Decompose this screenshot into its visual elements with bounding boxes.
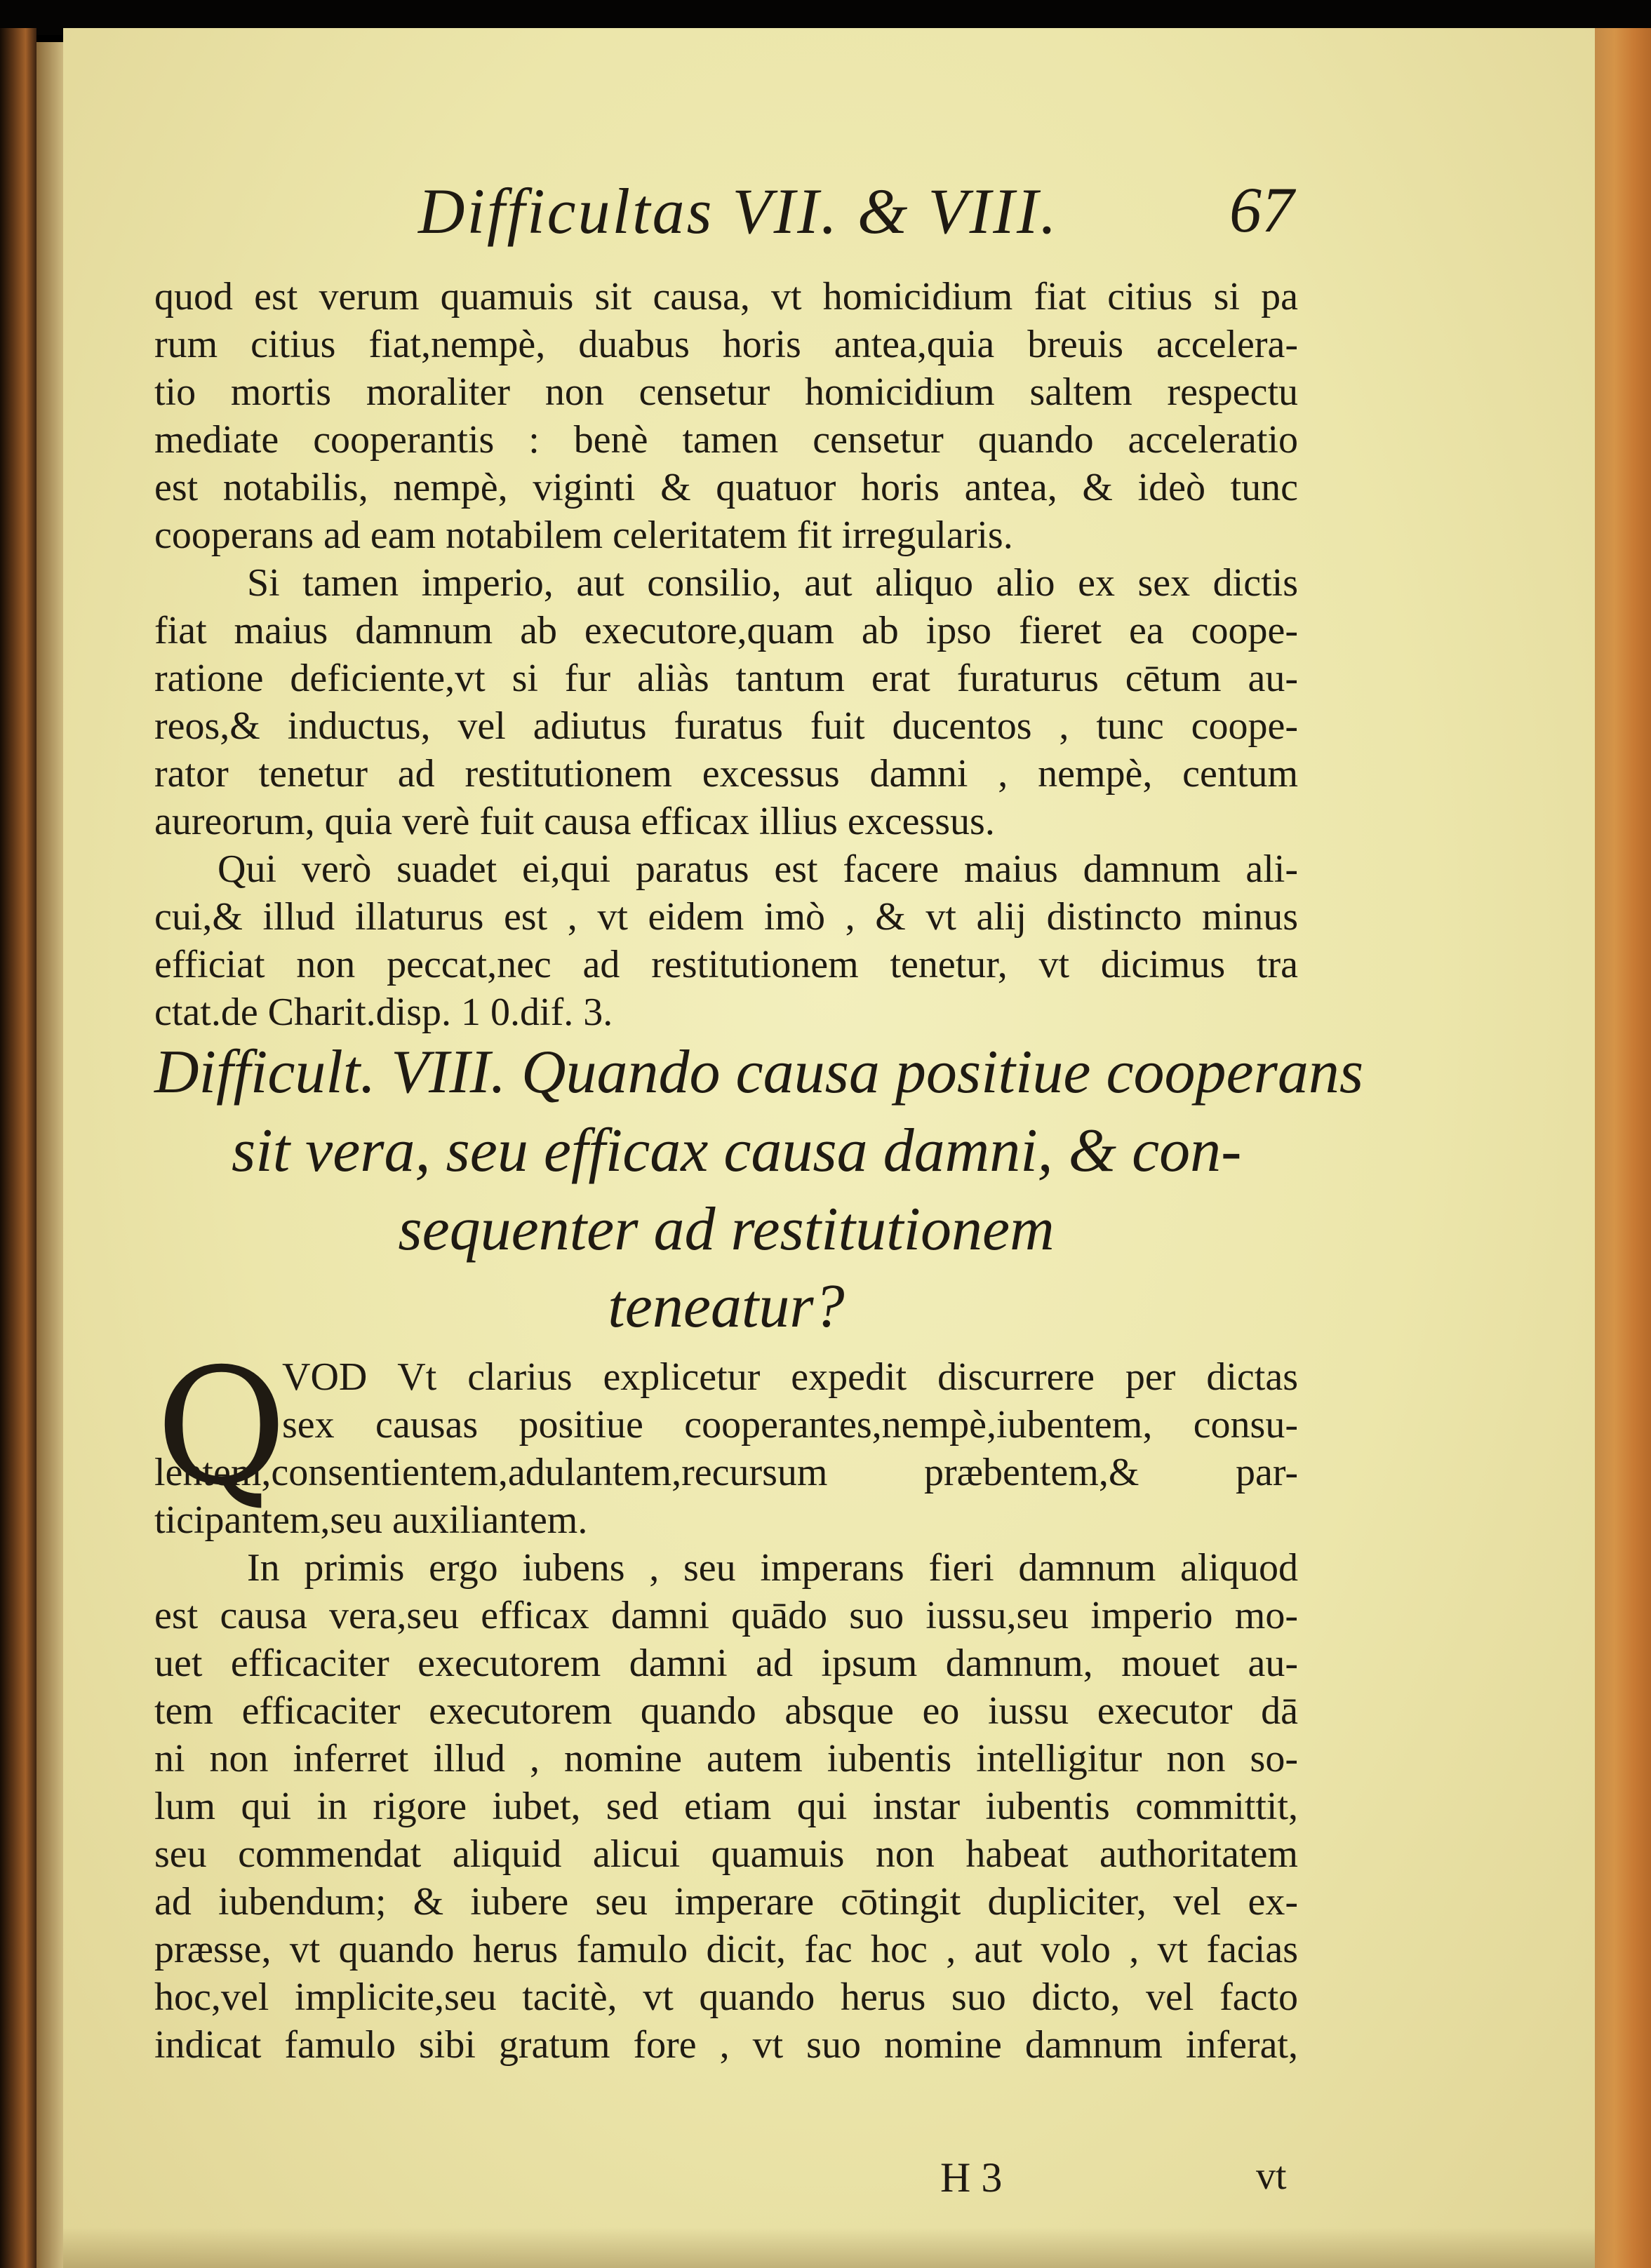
text-line: efficiat non peccat,nec ad restitutionem tenetur, vt dicimus tra [154,943,1298,986]
text-line: ad iubendum; & iubere seu imperare cōtingit dupliciter, vel ex- [154,1880,1298,1924]
text-line: In primis ergo iubens , seu imperans fieri damnum aliquod [247,1546,1298,1590]
page-number: 67 [1229,174,1294,246]
text-line: uet efficaciter executorem damni ad ipsum damnum, mouet au- [154,1642,1298,1685]
running-head-title: Difficultas VII. & VIII. [418,175,1059,247]
text-line: præsse, vt quando herus famulo dicit, fac hoc , aut volo , vt facias [154,1928,1298,1971]
text-line: quod est verum quamuis sit causa, vt homicidium fiat citius si pa [154,275,1298,318]
text-line: seu commendat aliquid alicui quamuis non habeat authoritatem [154,1832,1298,1876]
text-line: reos,& inductus, vel adiutus furatus fuit ducentos , tunc coope- [154,704,1298,748]
text-line: cui,& illud illaturus est , vt eidem imò , & vt alij distincto minus [154,895,1298,939]
text-line: indicat famulo sibi gratum fore , vt suo nomine damnum inferat, [154,2023,1298,2067]
text-line: aureorum, quia verè fuit causa efficax illius excessus. [154,800,995,843]
heading-line: Difficult. VIII. Quando causa positiue cooperans [154,1038,1364,1106]
text-line: lentem,consentientem,adulantem,recursum præbentem,& par- [154,1451,1298,1494]
text-line: sex causas positiue cooperantes,nempè,iubentem, consu- [282,1403,1298,1447]
catchword: vt [1256,2154,1287,2198]
text-line: cooperans ad eam notabilem celeritatem fit irregularis. [154,514,1013,557]
text-line: rum citius fiat,nempè, duabus horis antea,quia breuis accelera- [154,323,1298,366]
text-line: fiat maius damnum ab executore,quam ab ipso fieret ea coope- [154,609,1298,652]
text-line: hoc,vel implicite,seu tacitè, vt quando herus suo dicto, vel facto [154,1975,1298,2019]
text-line: ni non inferret illud , nomine autem iubentis intelligitur non so- [154,1737,1298,1780]
text-line: ctat.de Charit.disp. 1 0.dif. 3. [154,991,613,1034]
text-line: est causa vera,seu efficax damni quādo suo iussu,seu imperio mo- [154,1594,1298,1637]
heading-line: sit vera, seu efficax causa damni, & con- [232,1117,1242,1185]
text-line: ticipantem,seu auxiliantem. [154,1498,588,1542]
text-line: VOD Vt clarius explicetur expedit discurrere per dictas [282,1355,1298,1399]
drop-cap: Q [156,1334,287,1520]
text-line: tio mortis moraliter non censetur homicidium saltem respectu [154,370,1298,414]
text-line: ratione deficiente,vt si fur aliàs tantum erat furaturus cētum au- [154,657,1298,700]
text-line: rator tenetur ad restitutionem excessus damni , nempè, centum [154,752,1298,796]
gutter-shadow [36,42,63,2268]
heading-line: teneatur? [608,1273,845,1341]
text-line: tem efficaciter executorem quando absque eo iussu executor dā [154,1689,1298,1733]
text-line: est notabilis, nempè, viginti & quatuor horis antea, & ideò tunc [154,466,1298,509]
binding-edge [0,28,36,2268]
signature-mark: H 3 [940,2154,1003,2201]
text-line: lum qui in rigore iubet, sed etiam qui instar iubentis committit, [154,1785,1298,1828]
text-line: Qui verò suadet ei,qui paratus est facere maius damnum ali- [218,847,1298,891]
heading-line: sequenter ad restitutionem [398,1195,1055,1263]
page-fore-edge [1595,28,1651,2268]
page-bottom-shadow [63,2227,1595,2268]
text-line: mediate cooperantis : benè tamen censetur quando acceleratio [154,418,1298,462]
text-line: Si tamen imperio, aut consilio, aut aliquo alio ex sex dictis [247,561,1298,605]
